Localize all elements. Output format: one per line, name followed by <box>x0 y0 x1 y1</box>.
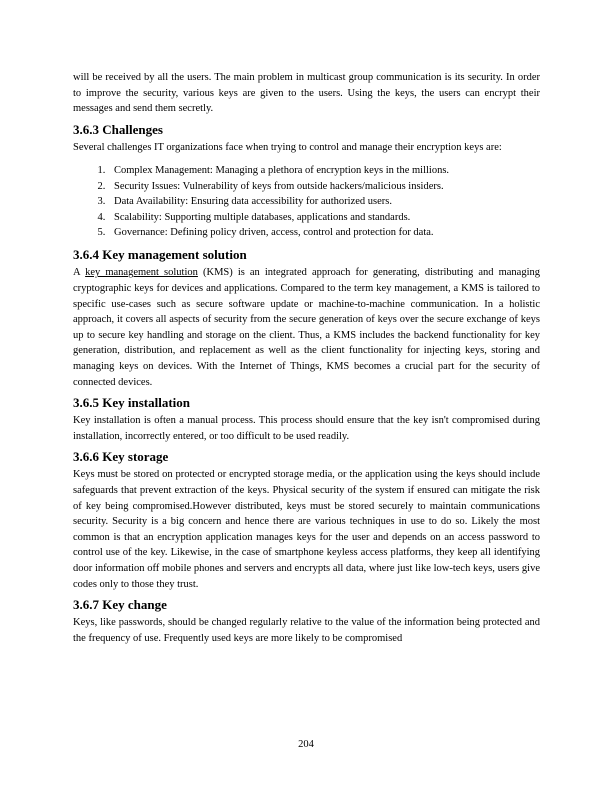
challenges-paragraph: Several challenges IT organizations face when trying to control and manage their encryption keys are: <box>73 141 502 153</box>
list-item: 1. Complex Management: Managing a plethora of encryption keys in the millions. <box>108 163 540 178</box>
challenges-list <box>73 163 540 240</box>
document-page <box>73 70 540 646</box>
key-management-term-link[interactable]: key management solution <box>85 267 198 279</box>
page-number: 204 <box>298 739 314 750</box>
section-heading-key-change: 3.6.7 Key change <box>73 597 167 613</box>
intro-paragraph: will be received by all the users. The main problem in multicast group communication is its security. In order to improve the security, various keys are given to the users. Using the keys, the users can encrypt their messages and send them secretly. <box>73 72 540 115</box>
key-management-lead: A <box>73 267 86 279</box>
key-management-paragraph <box>73 265 540 390</box>
section-heading-key-management: 3.6.4 Key management solution <box>73 247 247 263</box>
list-item: 5. Governance: Defining policy driven, access, control and protection for data. <box>108 225 540 240</box>
section-heading-key-storage: 3.6.6 Key storage <box>73 449 169 465</box>
key-installation-paragraph: Key installation is often a manual process. This process should ensure that the key isn't compromised during installation, incorrectly entered, or too difficult to be used readily. <box>73 415 540 442</box>
list-item: 2. Security Issues: Vulnerability of keys from outside hackers/malicious insiders. <box>108 179 540 194</box>
key-storage-paragraph: Keys must be stored on protected or encrypted storage media, or the application using the keys should include safeguards that prevent extraction of the keys. Physical security of the system if ensured can mitigate the risk of key being compromised.However distributed, keys must be stored securely to maintain communications security. Security is a big concern and hence there are various techniques in use to do so. Likely the most common is that an encryption application manages keys for the user and depends on an access password to control use of the key. Likewise, in the case of smartphone keyless access platforms, they keep all identifying door information off mobile phones and servers and encrypts all data, where just like low-tech keys, users give codes only to those they trust. <box>73 469 540 590</box>
list-item: 4. Scalability: Supporting multiple databases, applications and standards. <box>108 210 540 225</box>
list-item: 3. Data Availability: Ensuring data accessibility for authorized users. <box>108 194 540 209</box>
key-change-paragraph: Keys, like passwords, should be changed regularly relative to the value of the information being protected and the frequency of use. Frequently used keys are more likely to be compromised <box>73 617 540 644</box>
section-heading-challenges: 3.6.3 Challenges <box>73 121 163 137</box>
key-management-text: (KMS) is an integrated approach for generating, distributing and managing cryptographic keys for devices and applications. Compared to the term key management, a KMS is tailored to specific use-cases such as secure software update or machine-to-machine communication. In a holistic approach, it covers all aspects of security from the secure generation of keys over the secure exchange of keys up to secure key handling and storage on the client. Thus, a KMS includes the backend functionality for key generation, distribution, and replacement as well as the client functionality for injecting keys, storing and managing keys on devices. With the Internet of Things, KMS becomes a crucial part for the security of connected devices. <box>73 267 540 388</box>
section-heading-key-installation: 3.6.5 Key installation <box>73 395 191 411</box>
